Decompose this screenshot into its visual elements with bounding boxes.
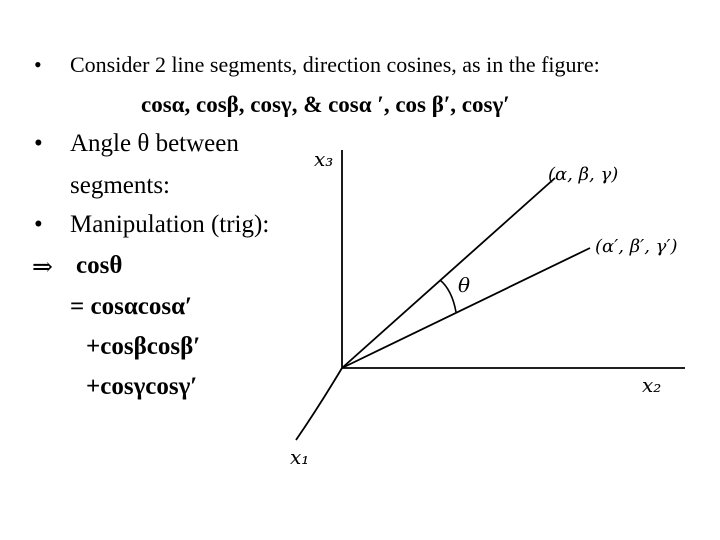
x2-label: x₂ (642, 373, 662, 397)
x1-label: x₁ (290, 445, 310, 469)
result-cos-theta: cosθ (76, 252, 123, 279)
bullet-text-1: Consider 2 line segments, direction cosines, as in the figure: (70, 52, 600, 77)
segment-2 (342, 248, 590, 368)
direction-cosines-equation: cosα, cosβ, cosγ, & cosα ′, cos β′, cosγ′ (141, 92, 510, 117)
theta-label: θ (458, 273, 471, 297)
point-2-label: (α′, β′, γ′) (595, 236, 678, 257)
result-term-2: +cosβcosβ′ (86, 333, 201, 360)
bullet-3: • (34, 211, 43, 238)
point-1-label: (α, β, γ) (548, 164, 619, 185)
implies-icon: ⇒ (32, 254, 53, 281)
x3-label: x₃ (314, 147, 334, 171)
segment-1 (342, 178, 555, 368)
bullet-2: • (34, 130, 43, 157)
bullet-text-3: Manipulation (trig): (70, 211, 270, 238)
bullet-text-2-cont: segments: (70, 172, 170, 199)
bullet-text-2: Angle θ between (70, 130, 239, 157)
result-term-1: = cosαcosα′ (70, 293, 193, 320)
result-term-3: +cosγcosγ′ (86, 373, 198, 400)
x1-axis (296, 368, 342, 440)
angle-arc (440, 280, 456, 312)
bullet-1: • (34, 52, 42, 77)
coordinate-figure (280, 140, 700, 480)
